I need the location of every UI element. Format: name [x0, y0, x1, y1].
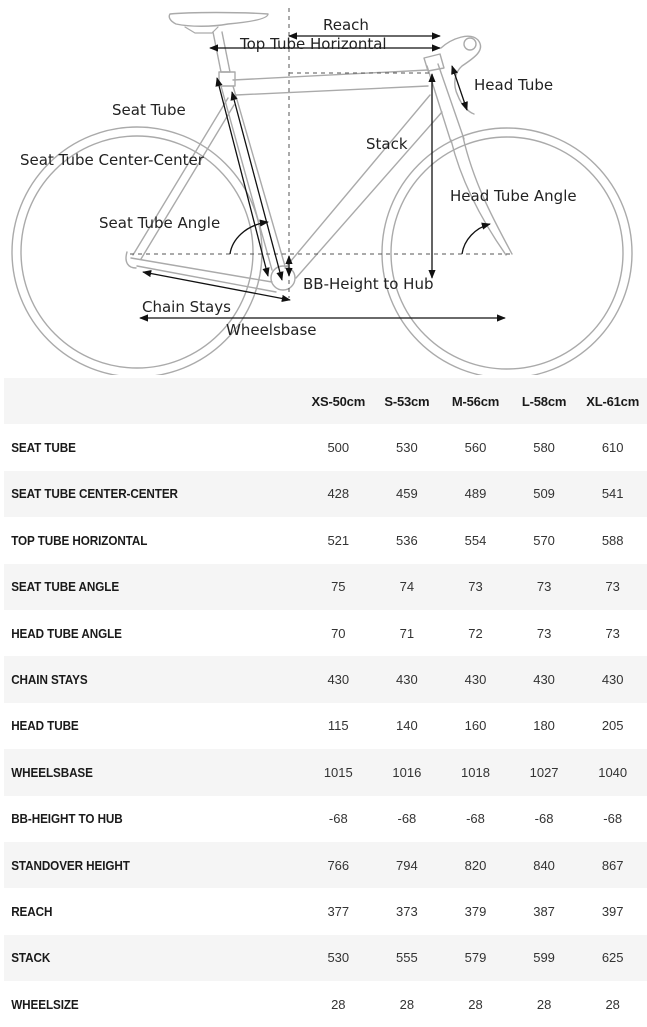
row-label: STANDOVER HEIGHT — [11, 857, 130, 873]
cell-value: 75 — [331, 579, 346, 595]
bottom-bracket — [271, 266, 295, 290]
cell-value: 74 — [399, 579, 415, 595]
table-row — [4, 564, 647, 610]
cell-value: 430 — [396, 672, 418, 688]
cell-value: 205 — [601, 718, 624, 734]
cell-value: 387 — [533, 903, 555, 919]
cell-value: 430 — [464, 672, 487, 688]
label-wheelsbase: Wheelsbase — [226, 321, 317, 339]
cell-value: 500 — [327, 440, 350, 456]
label-head-tube: Head Tube — [474, 76, 554, 94]
table-row — [4, 981, 647, 1027]
cell-value: 521 — [327, 532, 350, 548]
cell-value: 28 — [399, 996, 415, 1012]
cell-value: 1040 — [598, 764, 628, 780]
label-head-tube-angle: Head Tube Angle — [450, 187, 577, 205]
table-row — [4, 703, 647, 749]
bike-geometry-svg — [0, 0, 647, 375]
seat-post — [213, 32, 230, 72]
cell-value: 1016 — [392, 764, 422, 780]
table-row — [4, 935, 647, 981]
bike-geometry-diagram — [0, 0, 647, 375]
label-seat-tube-center-center: Seat Tube Center-Center — [20, 151, 204, 169]
table-row — [4, 471, 647, 517]
cell-value: -68 — [534, 811, 554, 827]
label-seat-tube: Seat Tube — [112, 101, 186, 119]
cell-value: 430 — [533, 672, 555, 688]
table-body — [4, 424, 647, 1027]
header-blank-cell — [4, 378, 304, 424]
top-tube — [233, 70, 428, 95]
table-row — [4, 656, 647, 702]
cell-value: 1015 — [323, 764, 353, 780]
head-tube-arrow — [452, 66, 467, 110]
cell-value: 377 — [327, 903, 350, 919]
cell-value: 140 — [396, 718, 418, 734]
cell-value: 530 — [396, 440, 418, 456]
cell-value: 28 — [605, 996, 620, 1012]
cell-value: 820 — [464, 857, 487, 873]
head-tube-angle-arc — [462, 224, 490, 254]
label-top-tube-horizontal: Top Tube Horizontal — [240, 35, 387, 53]
cell-value: 625 — [601, 950, 624, 966]
cell-value: 610 — [601, 440, 624, 456]
chain-stays-arrow — [143, 272, 290, 300]
cell-value: 71 — [399, 625, 415, 641]
seat-tube-center-arrow — [232, 92, 282, 280]
label-seat-tube-angle: Seat Tube Angle — [99, 214, 221, 232]
cell-value: 73 — [536, 625, 552, 641]
cell-value: -68 — [328, 811, 348, 827]
cell-value: -68 — [603, 811, 623, 827]
cell-value: 530 — [327, 950, 350, 966]
cell-value: 180 — [533, 718, 555, 734]
cell-value: 509 — [533, 486, 555, 502]
geometry-table — [4, 378, 647, 1027]
cell-value: 70 — [331, 625, 346, 641]
size-header: L-58cm — [521, 393, 567, 409]
table-row — [4, 842, 647, 888]
stem — [424, 54, 444, 71]
cell-value: -68 — [466, 811, 485, 827]
cell-value: 867 — [601, 857, 624, 873]
row-label: SEAT TUBE ANGLE — [11, 579, 120, 595]
label-bb-height-to-hub: BB-Height to Hub — [303, 275, 434, 293]
cell-value: 459 — [396, 486, 418, 502]
down-tube — [285, 95, 442, 278]
label-chain-stays: Chain Stays — [142, 298, 231, 316]
table-row — [4, 610, 647, 656]
row-label: SEAT TUBE — [11, 440, 76, 456]
cell-value: 28 — [468, 996, 483, 1012]
saddle — [169, 13, 268, 27]
cell-value: 430 — [327, 672, 350, 688]
cell-value: 28 — [331, 996, 346, 1012]
row-label: SEAT TUBE CENTER-CENTER — [11, 486, 178, 502]
cell-value: 766 — [327, 857, 350, 873]
label-reach: Reach — [323, 16, 369, 34]
row-label: HEAD TUBE ANGLE — [11, 625, 122, 641]
row-label: WHEELSBASE — [11, 764, 93, 780]
cell-value: 115 — [327, 718, 349, 734]
cell-value: 73 — [605, 625, 620, 641]
row-label: CHAIN STAYS — [11, 672, 88, 688]
cell-value: 840 — [533, 857, 555, 873]
table-row — [4, 888, 647, 934]
cell-value: 430 — [601, 672, 624, 688]
cell-value: 73 — [605, 579, 620, 595]
cell-value: 580 — [533, 440, 555, 456]
cell-value: 536 — [396, 532, 418, 548]
size-header: XL-61cm — [586, 393, 640, 409]
table-header-row — [4, 378, 647, 424]
row-label: REACH — [11, 903, 53, 919]
row-label: BB-HEIGHT TO HUB — [11, 811, 123, 827]
row-label: STACK — [11, 950, 51, 966]
cell-value: 794 — [396, 857, 418, 873]
size-header: S-53cm — [384, 393, 430, 409]
row-label: TOP TUBE HORIZONTAL — [11, 532, 148, 548]
cell-value: 160 — [464, 718, 487, 734]
table-row — [4, 796, 647, 842]
cell-value: 28 — [536, 996, 552, 1012]
cell-value: -68 — [397, 811, 417, 827]
cell-value: 72 — [468, 625, 483, 641]
diagram-labels — [20, 16, 577, 339]
cell-value: 489 — [464, 486, 487, 502]
cell-value: 73 — [536, 579, 552, 595]
cell-value: 579 — [464, 950, 487, 966]
cell-value: 373 — [396, 903, 418, 919]
front-wheel-inner — [391, 137, 623, 369]
cell-value: 73 — [468, 579, 483, 595]
cell-value: 428 — [327, 486, 350, 502]
rear-wheel-inner — [21, 136, 253, 368]
cell-value: 1027 — [529, 764, 559, 780]
cell-value: 560 — [464, 440, 487, 456]
cell-value: 379 — [464, 903, 487, 919]
cell-value: 541 — [601, 486, 624, 502]
seat-stays — [133, 98, 234, 259]
cell-value: 570 — [533, 532, 555, 548]
label-stack: Stack — [366, 135, 408, 153]
chain-stays — [131, 258, 276, 292]
cell-value: 1018 — [461, 764, 490, 780]
cell-value: 555 — [396, 950, 418, 966]
size-header: XS-50cm — [311, 393, 366, 409]
table-row — [4, 749, 647, 795]
row-label: HEAD TUBE — [11, 718, 79, 734]
bar-clamp — [464, 38, 476, 50]
cell-value: 588 — [601, 532, 624, 548]
table-row — [4, 517, 647, 563]
row-label: WHEELSIZE — [11, 996, 79, 1012]
size-header: M-56cm — [451, 393, 500, 409]
front-wheel-outer — [382, 128, 632, 375]
cell-value: 599 — [533, 950, 555, 966]
cell-value: 397 — [601, 903, 624, 919]
table-row — [4, 424, 647, 470]
cell-value: 554 — [464, 532, 487, 548]
seat-clamp — [219, 72, 235, 86]
